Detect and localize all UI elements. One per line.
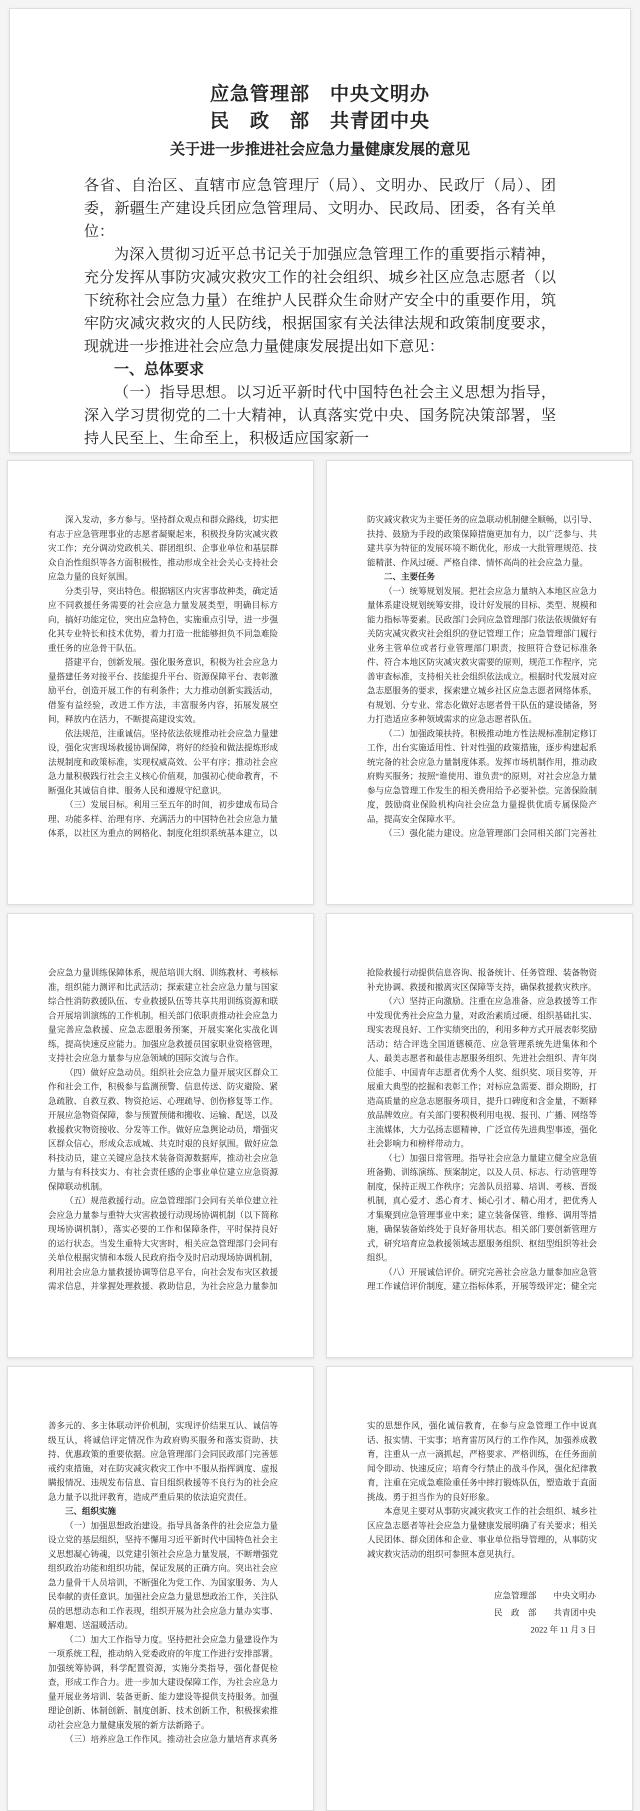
paragraph: （二）加强政策扶持。积极推动地方性法规标准制定修订工作，出台实施适用性、针对性强的政策措施，逐步构建起系统完备的社会应急力量制度体系。发挥市场机制作用，推动政府购买服务；按照“谁使用、谁负责”的原则，对社会应急力量参与应急管理工作发生的相关费用给予必要补偿。完善保险制度，鼓励商业保险机构向社会应急力量提供优质专属保险产品，提高安全保障水平。	[367, 728, 597, 824]
page-4	[7, 913, 314, 1358]
title-subject-line: 关于进一步推进社会应急力量健康发展的意见	[169, 142, 470, 158]
paragraph: （三）培养应急工作作风。推动社会应急力量培育求真务	[65, 1734, 278, 1744]
page-5-body	[367, 966, 597, 1294]
page-1	[9, 8, 631, 453]
page-3	[326, 460, 633, 905]
paragraph: （一）指导思想。以习近平新时代中国特色社会主义思想为指导，深入学习贯彻党的二十大精神，认真落实党中央、国务院决策部署，坚持人民至上、生命至上，积极适应国家新一	[84, 385, 556, 447]
signature-date: 2022 年 11 月 3 日	[530, 1625, 596, 1635]
page-2-body	[48, 513, 278, 841]
paragraph: 一、总体要求	[114, 362, 205, 378]
paragraph: 会应急力量训练保障体系，规范培训大纲、训练教材、考核标准，组织能力测评和比武活动；探索建立社会应急力量与国家综合性消防救援队伍、专业救援队伍等共享共用训练资源和联合开展培训演练的工作机制。相关部门依职责推动社会应急力量完善应急救援、应急志愿服务预案，开展实案化实战化训练，提高快速反应能力。加强应急救援员国家职业资格管理，支持社会应急力量参与应急领域的国际交流与合作。	[48, 968, 278, 1063]
signature-agency-line-1: 应急管理部 中央文明办	[494, 1591, 596, 1601]
signature-agency-line-2: 民 政 部 共青团中央	[494, 1608, 596, 1618]
paragraph: 二、主要任务	[384, 572, 435, 582]
paragraph: （三）发展目标。利用三至五年的时间，初步建成布局合理、功能多样、治理有序、充满活力的中国特色社会应急力量体系，以社区为重点的网格化、制度化组织系统基本建立，以	[48, 800, 278, 838]
paragraph: （八）开展诚信评价。研究完善社会应急力量参加应急管理工作诚信评价制度，建立指标体系，开展等级评定；健全完	[367, 1267, 597, 1291]
paragraph: 分类引导，突出特色。根据辖区内灾害事故种类，确定适应不同救援任务需要的社会应急力量发展类型，明确目标方向，搞好功能定位，突出应急特色，实施重点引导，进一步强化其专业特长和技术优势，着力打造一批能够担负不同急难险重任务的应急骨干队伍。	[48, 586, 278, 653]
paragraph: 为深入贯彻习近平总书记关于加强应急管理工作的重要指示精神，充分发挥从事防灾减灾救灾工作的社会组织、城乡社区应急志愿者（以下统称社会应急力量）在维护人民群众生命财产安全中的重要作用，筑牢防灾减灾救灾的人民防线，根据国家有关法律法规和政策制度要求，现就进一步推进社会应急力量健康发展提出如下意见：	[84, 247, 556, 355]
paragraph: （二）加大工作指导力度。坚持把社会应急力量建设作为一项系统工程，推动纳入党委政府的年度工作进行安排部署。加强统筹协调，科学配置资源，实施分类指导，强化督促检查，形成工作合力。进一步加大建设保障工作，为社会应急力量开展业务培训、装备更新、能力建设等提供支持服务。加强理论创新、体制创新、制度创新、技术创新工作，积极探索推动社会应急力量健康发展的新方法新路子。	[48, 1634, 278, 1730]
paragraph: （七）加强日常管理。指导社会应急力量建立健全应急值班备勤、训练演练、预案制定，以及人员、标志、行动管理等制度，保持正规工作秩序；完善队员招募、培训、考核、晋级机制，真心爱才、悉心育才、倾心引才、精心用才，把优秀人才集聚到应急管理事业中来；建立装备保管、维修、调用等措施，确保装备始终处于良好备用状态。相关部门要创新管理方式，研究培育应急救援领域志愿服务组织、枢纽型组织等社会组织。	[367, 1153, 597, 1263]
page-4-body	[48, 966, 278, 1294]
page-6-body	[48, 1419, 278, 1747]
paragraph: 防灾减灾救灾为主要任务的应急联动机制健全顺畅，以引导、扶持、鼓励为手段的政策保障措施更加有力，以广泛参与、共建共享为特征的发展环境不断优化，形成一大批管理规范、技能精湛、作风过硬、严格自律、情怀高尚的社会应急力量。	[367, 515, 597, 568]
paragraph: （四）做好应急动员。组织社会应急力量开展灾区群众工作和社会工作，积极参与监测预警、信息传送、防灾避险、紧急疏散、自救互救、物资抢运、心理疏导、创伤修复等工作。开展应急物资保障，参与预置预储和搬收、运输、配送，以及救援救灾物资接收、分发等工作。做好应急舆论动员，增强灾区群众信心，形成众志成城、共克时艰的良好氛围。做好应急科技动员，建立关键应急技术装备资源数据库，推动社会应急力量与有科技实力、有社会责任感的企事业单位建立应急资源保障联动机制。	[48, 1067, 278, 1192]
page-7	[326, 1366, 633, 1811]
paragraph: 抢险救援行动提供信息咨询、报备统计、任务管理、装备物资补充协调、救援和撤离灾区保障等支持，确保救援救灾秩序。	[367, 968, 597, 992]
page-6	[7, 1366, 314, 1811]
paragraph: 各省、自治区、直辖市应急管理厅（局）、文明办、民政厅（局）、团委，新疆生产建设兵团应急管理局、文明办、民政局、团委，各有关单位：	[84, 178, 556, 240]
document-title-block	[10, 9, 630, 163]
paragraph: （一）统筹规划发展。把社会应急力量纳入本地区应急力量体系建设规划统筹安排，设计好发展的目标、类型、规模和能力指标等要素。民政部门会同应急管理部门依法依规做好有关防灾减灾救灾社会组织的登记管理工作；应急管理部门履行业务主管单位或者行业管理部门职责，按照符合登记标准条件、符合本地区防灾减灾救灾需要的原则，规范工作程序，完善审查标准，支持相关社会组织依法成立。根据时代发展对应急志愿服务的要求，探索建立城乡社区应急志愿者网络体系，有规划、分专业、常态化做好志愿者骨干队伍的建设储备，努力打造适应多种领域需求的应急志愿者队伍。	[367, 586, 597, 724]
paragraph: 搭建平台，创新发展。强化服务意识，积极为社会应急力量搭建任务对接平台、技能提升平台、资源保障平台、表彰激励平台，创造开展工作的有利条件；大力推动创新实践活动，借鉴有益经验，改进工作方法，丰富服务内容，拓展发展空间，释放内在活力，不断提高建设实效。	[48, 657, 278, 724]
paragraph: 三、组织实施	[65, 1506, 116, 1516]
paragraph: 深入发动，多方参与。坚持群众观点和群众路线，切实把有志于应急管理事业的志愿者凝聚起来，积极投身防灾减灾救灾工作；充分调动党政机关、群团组织、企事业单位和基层群众自治性组织等各方面积极性，推动形成全社会关心支持社会应急力量的良好氛围。	[48, 515, 278, 582]
paragraph: （一）加强思想政治建设。指导具备条件的社会应急力量设立党的基层组织，坚持不懈用习近平新时代中国特色社会主义思想凝心铸魂，以党建引领社会应急力量发展，不断增强党组织政治功能和组织功能，保证发展的正确方向。突出社会应急力量骨干人员培训，不断强化为党工作、为国家服务、为人民奉献的责任意识。加强社会应急力量思想政治工作，关注队员的思想动态和工作表现，组织开展为社会应急力量办实事、解难题、送温暖活动。	[48, 1520, 278, 1630]
title-agency-line-2: 民 政 部 共青团中央	[209, 111, 430, 132]
page-7-body	[367, 1419, 597, 1639]
signature-block	[367, 1588, 597, 1639]
paragraph: （六）坚持正向激励。注重在应急准备、应急救援等工作中发现优秀社会应急力量，对政治素质过硬、组织基础扎实、现实表现良好、工作实绩突出的，利用多种方式开展表彰奖励活动；结合评选全国道德模范、应急管理系统先进集体和个人、最美志愿者和最佳志愿服务组织、先进社会组织、青年岗位能手、中国青年志愿者优秀个人奖、组织奖、项目奖等，开展重大典型的挖掘和表彰工作；对标应急需要、群众期盼，打造高质量的应急志愿服务项目，提升口碑度和含金量，不断释放品牌效应。有关部门要积极利用电视、报刊、广播、网络等主流媒体，大力弘扬志愿精神，广泛宣传先进典型事迹，强化社会影响力和榜样带动力。	[367, 996, 597, 1149]
title-agency-line-1: 应急管理部 中央文明办	[209, 84, 430, 105]
paragraph: 本意见主要对从事防灾减灾救灾工作的社会组织、城乡社区应急志愿者等社会应急力量健康发展明确了有关要求；相关人民团体、群众团体和企业、事业单位指导管理的，从事防灾减灾救灾活动的组织可参照本意见执行。	[367, 1506, 597, 1559]
page-5	[326, 913, 633, 1358]
paragraph: 依法规范，注重诚信。坚持依法依规推动社会应急力量建设，强化灾害现场救援协调保障，将好的经验和做法提炼形成法规制度和政策标准，实现权威高效、公平有序；推动社会应急力量积极践行社会主义核心价值观，加强初心使命教育，不断强化其诚信自律、服务人民和遵规守纪意识。	[48, 728, 278, 796]
paragraph: （五）规范救援行动。应急管理部门会同有关单位建立社会应急力量参与重特大灾害救援行动现场协调机制（以下简称现场协调机制），落实必要的工作和保障条件，平时保持良好的运行状态。当发生重特大灾害时，相关应急管理部门会同有关单位根据灾情和本级人民政府指令及时启动现场协调机制，利用社会应急力量救援协调等信息平台，向社会发布灾区救援需求信息，并掌握处理救援、救助信息，为社会应急力量参加	[48, 1196, 278, 1291]
page-7-paragraphs	[367, 1419, 597, 1562]
paragraph: 实的思想作风，强化诚信教育，在参与应急管理工作中说真话、报实情、干实事；培育雷厉风行的工作作风，加强养成教育，注重从一点一滴抓起，严格要求、严格训练，在任务面前闻令即动、快速反应；培育令行禁止的战斗作风，强化纪律教育，注重在完成急难险重任务中摔打锻炼队伍，塑造敢于直面挑战、勇于担当作为的良好形象。	[367, 1421, 597, 1502]
paragraph: （三）强化能力建设。应急管理部门会同相关部门完善社	[384, 828, 597, 838]
paragraph: 善多元的、多主体联动评价机制，实现评价结果互认、诚信等级互认，将诚信评定情况作为政府购买服务和落实资助、扶持、优惠政策的重要依据。应急管理部门会同民政部门完善惩戒约束措施，对在防灾减灾救灾工作中不服从指挥调度、虚报瞒报情况、违规发布信息、盲目组织救援等不良行为的社会应急力量予以批评教育，造成严重后果的依法追究责任。	[48, 1421, 278, 1502]
page-3-body	[367, 513, 597, 841]
page-1-body	[10, 175, 630, 451]
page-2	[7, 460, 314, 905]
